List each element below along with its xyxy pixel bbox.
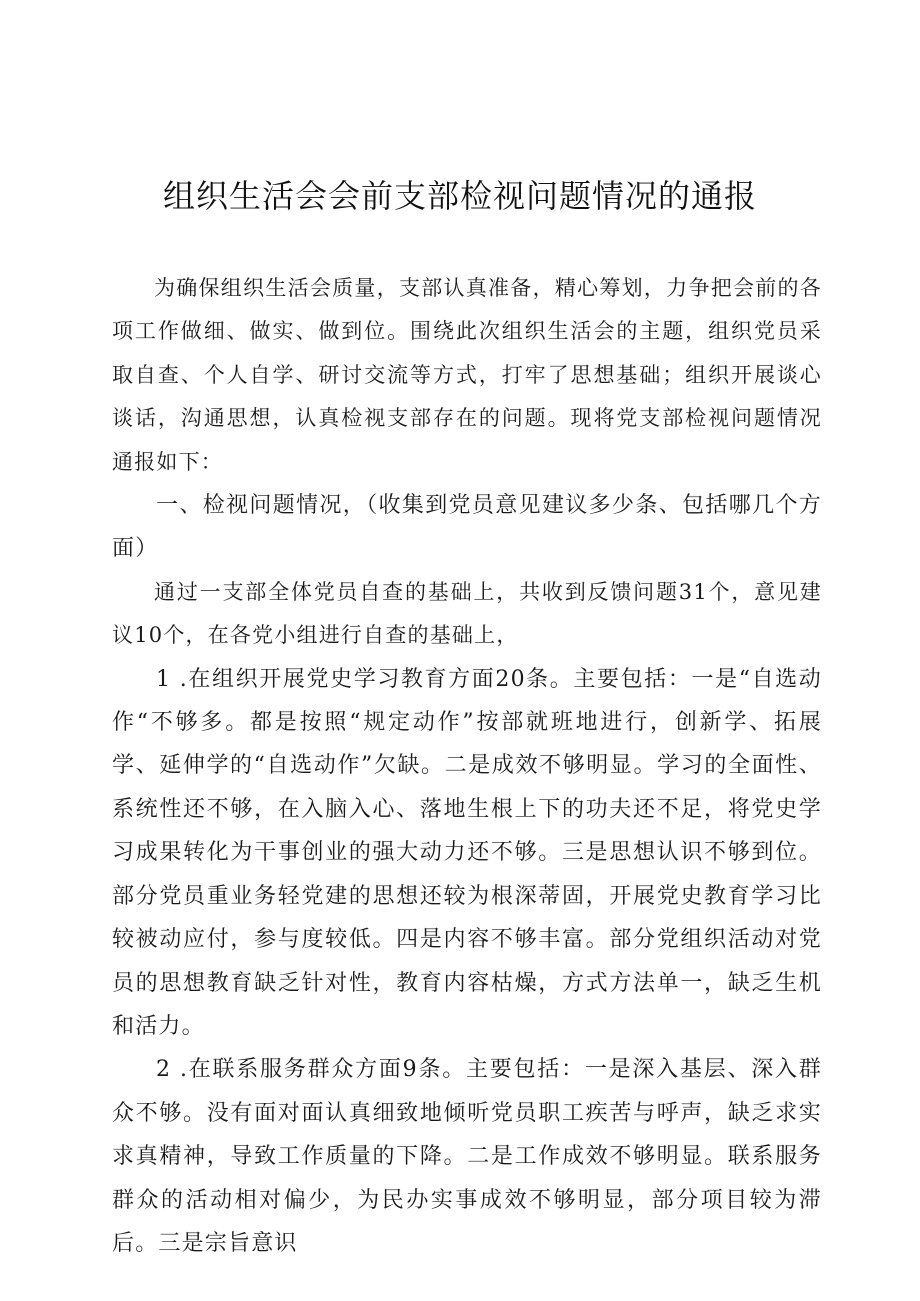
document-title: 组织生活会会前支部检视问题情况的通报 — [162, 177, 757, 215]
section-heading-1: 一、检视问题情况，（收集到党员意见建议多少条、包括哪几个方面） — [112, 493, 822, 562]
item-2-paragraph: 2 .在联系服务群众方面9条。主要包括：一是深入基层、深入群众不够。没有面对面认真细致地倾听党员职工疾苦与呼声，缺乏求实求真精神，导致工作质量的下降。二是工作成效不够明显。联系服务群众的活动相对偏少，为民办实事成效不够明显，部分项目较为滞后。三是宗旨意识 — [112, 1057, 822, 1256]
intro-paragraph: 为确保组织生活会质量，支部认真准备，精心筹划，力争把会前的各项工作做细、做实、做到位。围绕此次组织生活会的主题，组织党员采取自查、个人自学、研讨交流等方式，打牢了思想基础；组织开展谈心谈话，沟通思想，认真检视支部存在的问题。现将党支部检视问题情况通报如下： — [112, 276, 822, 474]
summary-paragraph: 通过一支部全体党员自查的基础上，共收到反馈问题31个，意见建议10个，在各党小组进行自查的基础上， — [112, 579, 822, 648]
item-1-paragraph: 1 .在组织开展党史学习教育方面20条。主要包括：一是“自选动作“不够多。都是按照“规定动作”按部就班地进行，创新学、拓展学、延伸学的“自选动作”欠缺。二是成效不够明显。学习的全面性、系统性还不够，在入脑入心、落地生根上下的功夫还不足，将党史学习成果转化为干事创业的强大动力还不够。三是思想认识不够到位。部分党员重业务轻党建的思想还较为根深蒂固，开展党史教育学习比较被动应付，参与度较低。四是内容不够丰富。部分党组织活动对党员的思想教育缺乏针对性，教育内容枯燥，方式方法单一，缺乏生机和活力。 — [112, 666, 822, 1039]
document-body — [112, 267, 822, 1265]
